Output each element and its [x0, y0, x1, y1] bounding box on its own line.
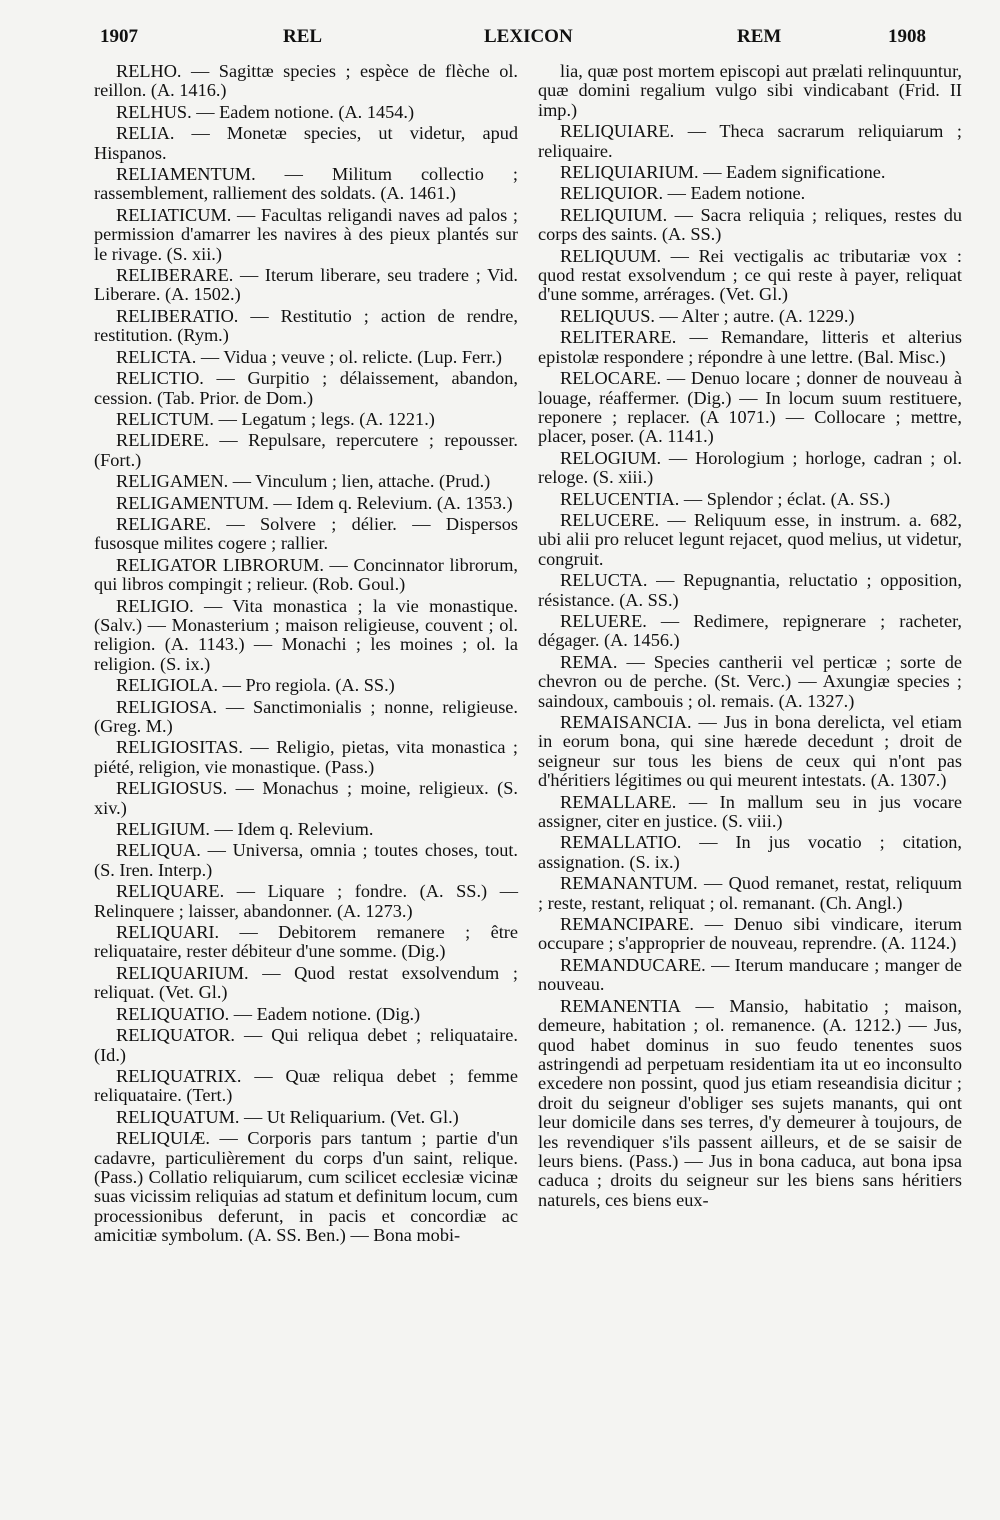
dictionary-entry: RELIGAMEN. — Vinculum ; lien, attache. (Prud.) [116, 471, 491, 492]
dictionary-entry: RELOGIUM. — Horologium ; horloge, cadran ; ol. reloge. (S. xiii.) [538, 447, 962, 488]
dictionary-entry: RELUCTA. — Repugnantia, reluctatio ; opposition, résistance. (A. SS.) [538, 570, 962, 610]
dictionary-entry: RELIQUATOR. — Qui reliqua debet ; reliquataire. (Id.) [94, 1025, 518, 1065]
dictionary-entry: RELIQUIUM. — Sacra reliquia ; reliques, restes du corps des saints. (A. SS.) [538, 204, 962, 245]
dictionary-entry: RELIQUA. — Universa, omnia ; toutes choses, tout. (S. Iren. Interp.) [94, 840, 518, 880]
dictionary-entry: RELIQUIARIUM. — Eadem significatione. [560, 162, 886, 183]
dictionary-entry: RELICTUM. — Legatum ; legs. (A. 1221.) [116, 408, 435, 429]
dictionary-entry: RELIAMENTUM. — Militum collectio ; rassemblement, ralliement des soldats. (A. 1461.) [94, 164, 518, 204]
running-header [0, 26, 1000, 60]
dictionary-entry: RELIQUARI. — Debitorem remanere ; être reliquataire, rester débiteur d'une somme. (Dig.) [94, 922, 518, 962]
dictionary-entry: RELIBERATIO. — Restitutio ; action de rendre, restitution. (Rym.) [94, 305, 518, 346]
dictionary-entry: RELIGIOSITAS. — Religio, pietas, vita monastica ; piété, religion, vie monastique. (Pass.) [94, 737, 518, 777]
dictionary-entry: RELIGIOSA. — Sanctimonialis ; nonne, religieuse. (Greg. M.) [94, 696, 518, 736]
dictionary-entry: REMANCIPARE. — Denuo sibi vindicare, iterum occupare ; s'approprier de nouveau, reprendre. (A. 1124.) [538, 914, 962, 954]
dictionary-entry: RELHO. — Sagittæ species ; espèce de flèche ol. reillon. (A. 1416.) [94, 61, 518, 101]
dictionary-entry: RELIGIOSUS. — Monachus ; moine, religieux. (S. xiv.) [94, 778, 518, 818]
dictionary-entry: RELIGAMENTUM. — Idem q. Relevium. (A. 1353.) [116, 492, 513, 513]
right-column [538, 62, 962, 1212]
dictionary-entry: RELIQUIARE. — Theca sacrarum reliquiarum ; reliquaire. [538, 121, 962, 161]
dictionary-entry: RELIGIO. — Vita monastica ; la vie monastique. (Salv.) — Monasterium ; maison religieuse, couvent ; ol. religion. (A. 1143.) — Monachi ; les moines ; ol. la religion. (S. ix.) [94, 595, 518, 674]
left-column [94, 62, 518, 1248]
dictionary-entry: RELIQUUM. — Rei vectigalis ac tributariæ vox : quod restat exsolvendum ; ce qui reste à payer, reliquat d'une somme, arrérages. (Vet. Gl.) [538, 245, 962, 305]
dictionary-entry: RELICTIO. — Gurpitio ; délaissement, abandon, cession. (Tab. Prior. de Dom.) [94, 368, 518, 408]
dictionary-entry: REMALLARE. — In mallum seu in jus vocare assigner, citer en justice. (S. viii.) [538, 791, 962, 832]
page-title: LEXICON [484, 26, 573, 47]
dictionary-entry: RELIBERARE. — Iterum liberare, seu tradere ; Vid. Liberare. (A. 1502.) [94, 265, 518, 305]
left-page-number: 1907 [100, 26, 138, 47]
right-page-number: 1908 [888, 26, 926, 47]
dictionary-entry: RELIQUATRIX. — Quæ reliqua debet ; femme reliquataire. (Tert.) [94, 1065, 518, 1106]
dictionary-entry: RELITERARE. — Remandare, litteris et alterius epistolæ respondere ; répondre à une lettre. (Bal. Misc.) [538, 327, 962, 367]
right-catchword: REM [737, 26, 782, 47]
dictionary-entry: RELHUS. — Eadem notione. (A. 1454.) [116, 101, 415, 122]
dictionary-entry: RELIA. — Monetæ species, ut videtur, apud Hispanos. [94, 123, 518, 163]
dictionary-entry: RELIDERE. — Repulsare, repercutere ; repousser. (Fort.) [94, 430, 518, 470]
dictionary-entry: RELIQUARE. — Liquare ; fondre. (A. SS.) — Relinquere ; laisser, abandonner. (A. 1273.) [94, 881, 518, 921]
dictionary-entry: RELIQUATIO. — Eadem notione. (Dig.) [116, 1003, 421, 1024]
dictionary-entry: REMANENTIA — Mansio, habitatio ; maison, demeure, habitation ; ol. remanence. (A. 1212.) — Jus, quod habet dominus in suo feudo tenentes suos astringendi ad perpetuam residentiam ita ut eo inconsulto excedere non possint, quod jus etiam reseandisia dicitur ; droit du seigneur d'obliger ses sujets manants, qui ont leur domicile dans ses terres, d'y demeurer à toujours, de les revendiquer s'ils passent ailleurs, et de se saisir de leurs biens. (Pass.) — Jus in bona caduca, aut bona ipsa caduca ; droits du seigneur sur les biens sans héritiers naturels, ces biens eux- [538, 995, 962, 1210]
dictionary-entry: RELIQUIÆ. — Corporis pars tantum ; partie d'un cadavre, particulièrement du corps d'un saint, relique. (Pass.) Collatio reliquiarum, cum scilicet ecclesiæ vicinæ suas vicissim reliquias ad statum et definitum locum, cum processionibus deferunt, in pacis et concordiæ ac amicitiæ symbolum. (A. SS. Ben.) — Bona mobi- [94, 1128, 518, 1246]
dictionary-entry: RELIQUIOR. — Eadem notione. [560, 183, 806, 204]
dictionary-entry: REMA. — Species cantherii vel perticæ ; sorte de chevron ou de perche. (St. Verc.) — Axungiæ species ; saindoux, cambouis ; ol. remais. (A. 1327.) [538, 651, 962, 711]
dictionary-entry: RELIQUARIUM. — Quod restat exsolvendum ; reliquat. (Vet. Gl.) [94, 962, 518, 1003]
dictionary-entry: REMAISANCIA. — Jus in bona derelicta, vel etiam in eorum bona, qui sine hærede decedunt ; droit de seigneur sur tous les biens de ceux qui n'ont pas d'héritiers légitimes ou qui meurent intestats. (A. 1307.) [538, 712, 962, 791]
dictionary-entry: RELOCARE. — Denuo locare ; donner de nouveau à louage, réaffermer. (Dig.) — In locum suum restituere, reponere ; replacer. (A 1071.) — Collocare ; mettre, placer, poser. (A. 1141.) [538, 368, 962, 447]
dictionary-entry: RELIATICUM. — Facultas religandi naves ad palos ; permission d'amarrer les navires à des pieux plantés sur le rivage. (S. xii.) [94, 204, 518, 264]
dictionary-entry: RELIGIOLA. — Pro regiola. (A. SS.) [116, 675, 395, 696]
dictionary-entry: RELIGIUM. — Idem q. Relevium. [116, 819, 374, 840]
dictionary-entry: RELIQUUS. — Alter ; autre. (A. 1229.) [560, 305, 855, 326]
dictionary-entry: REMANANTUM. — Quod remanet, restat, reliquum ; reste, restant, reliquat ; ol. remanant. (Ch. Angl.) [538, 873, 962, 913]
dictionary-entry: RELUCENTIA. — Splendor ; éclat. (A. SS.) [560, 488, 891, 509]
dictionary-entry: RELIQUATUM. — Ut Reliquarium. (Vet. Gl.) [116, 1106, 459, 1127]
dictionary-entry: RELIGATOR LIBRORUM. — Concinnator librorum, qui libros compingit ; relieur. (Rob. Goul.) [94, 554, 518, 595]
dictionary-entry: RELICTA. — Vidua ; veuve ; ol. relicte. (Lup. Ferr.) [116, 346, 502, 367]
dictionary-entry: RELUERE. — Redimere, repignerare ; racheter, dégager. (A. 1456.) [538, 610, 962, 651]
left-catchword: REL [283, 26, 323, 47]
dictionary-entry: REMALLATIO. — In jus vocatio ; citation, assignation. (S. ix.) [538, 832, 962, 872]
dictionary-entry: RELUCERE. — Reliquum esse, in instrum. a. 682, ubi alii pro relucet legunt rejacet, quod melius, ut videtur, congruit. [538, 509, 962, 569]
dictionary-entry: RELIGARE. — Solvere ; délier. — Dispersos fusosque milites cogere ; rallier. [94, 513, 518, 554]
dictionary-entry: lia, quæ post mortem episcopi aut prælati relinquuntur, quæ domini regalium vulgo sibi vindicabant (Frid. II imp.) [538, 61, 962, 120]
dictionary-entry: REMANDUCARE. — Iterum manducare ; manger de nouveau. [538, 954, 962, 995]
